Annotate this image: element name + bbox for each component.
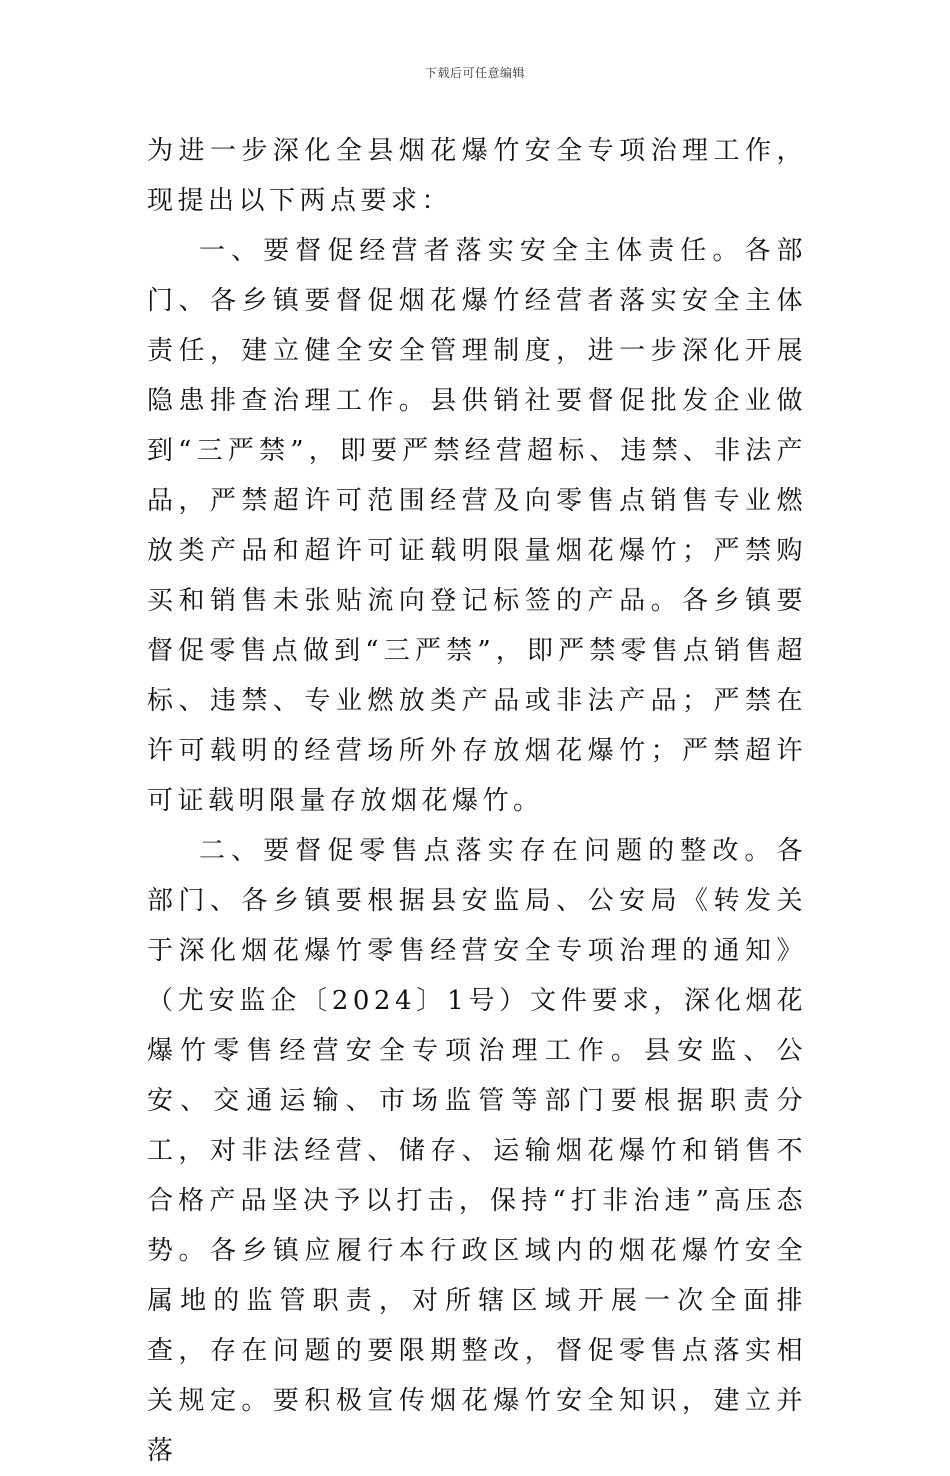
paragraph-item-1: 一、要督促经营者落实安全主体责任。各部门、各乡镇要督促烟花爆竹经营者落实安全主体责任，建立健全安全管理制度，进一步深化开展隐患排查治理工作。县供销社要督促批发企业做到“三严禁”，即要严禁经营超标、违禁、非法产品，严禁超许可范围经营及向零售点销售专业燃放类产品和超许可证载明限量烟花爆竹；严禁购买和销售未张贴流向登记标签的产品。各乡镇要督促零售点做到“三严禁”，即严禁零售点销售超标、违禁、专业燃放类产品或非法产品；严禁在许可载明的经营场所外存放烟花爆竹；严禁超许可证载明限量存放烟花爆竹。: [147, 236, 807, 816]
document-body: [147, 126, 807, 1476]
paragraph-item-2: 二、要督促零售点落实存在问题的整改。各部门、各乡镇要根据县安监局、公安局《转发关于深化烟花爆竹零售经营安全专项治理的通知》（尤安监企〔2024〕1号）文件要求，深化烟花爆竹零售经营安全专项治理工作。县安监、公安、交通运输、市场监管等部门要根据职责分工，对非法经营、储存、运输烟花爆竹和销售不合格产品坚决予以打击，保持“打非治违”高压态势。各乡镇应履行本行政区域内的烟花爆竹安全属地的监管职责，对所辖区域开展一次全面排查，存在问题的要限期整改，督促零售点落实相关规定。要积极宣传烟花爆竹安全知识，建立并落: [147, 836, 807, 1466]
page-header: 下载后可任意编辑: [424, 66, 525, 80]
paragraph-intro: 为进一步深化全县烟花爆竹安全专项治理工作，现提出以下两点要求：: [147, 136, 807, 216]
